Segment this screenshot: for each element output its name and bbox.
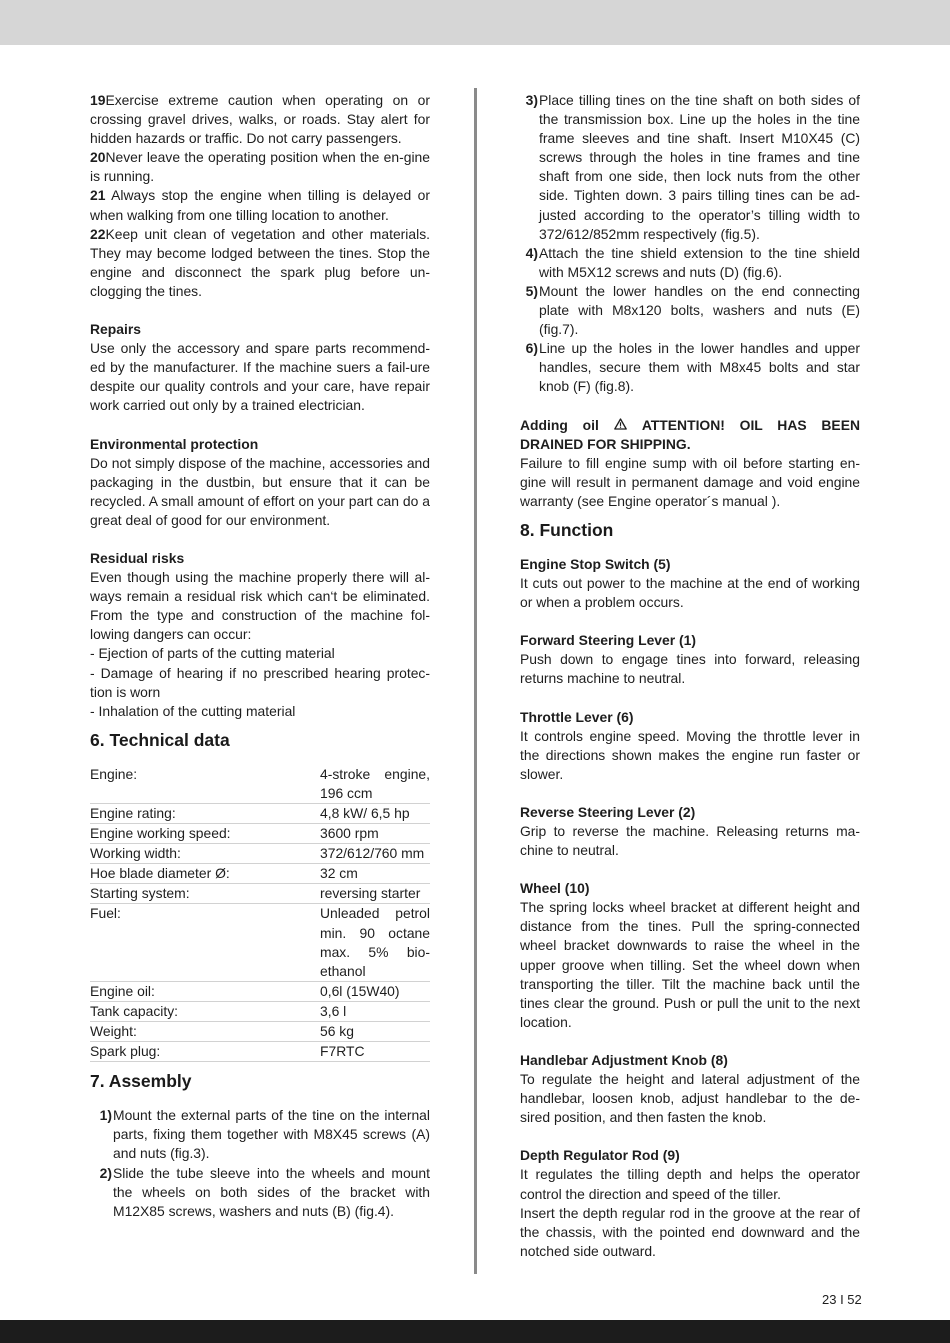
table-row: Tank capacity: 3,6 l — [90, 1001, 430, 1021]
function-item-title: Forward Steering Lever (1) — [520, 632, 696, 649]
function-item-text: Grip to reverse the machine. Releasing returns ma-chine to neutral. — [520, 823, 860, 859]
repairs-title: Repairs — [90, 321, 141, 338]
safety-item-21: 21 Always stop the engine when tilling is delayed or when walking from one tilling location to another. — [90, 187, 430, 223]
function-item-title: Throttle Lever (6) — [520, 708, 634, 725]
list-item: 6) Line up the holes in the lower handles and upper handles, secure them with M8x45 bolts and star knob (F) (fig.8). — [525, 340, 860, 395]
left-column — [90, 91, 430, 1221]
residual-title: Residual risks — [90, 549, 185, 566]
assembly-steps-right — [520, 91, 860, 397]
table-row: Weight: 56 kg — [90, 1022, 430, 1042]
function-item-text: To regulate the height and lateral adjustment of the handlebar, loosen knob, adjust handlebar to the de-sired position, and then fasten the knob. — [520, 1071, 860, 1126]
safety-item-22: 22Keep unit clean of vegetation and other materials. They may become lodged between the tines. Stop the engine and disconnect the spark plug before un-clogging the tines. — [90, 225, 430, 299]
depth-regulator-title: Depth Regulator Rod (9) — [520, 1147, 680, 1164]
residual-bullet: - Ejection of parts of the cutting material — [90, 645, 335, 662]
list-item: 2) Slide the tube sleeve into the wheels and mount the wheels on both sides of the bracket with M12X85 screws, washers and nuts (B) (fig.4). — [99, 1164, 430, 1219]
page-number: 23 I 52 — [822, 1292, 862, 1307]
function-item-title: Handlebar Adjustment Knob (8) — [520, 1051, 728, 1068]
table-row: Hoe blade diameter Ø: 32 cm — [90, 864, 430, 884]
environment-text: Do not simply dispose of the machine, accessories and packaging in the dustbin, but ensure that it can be recycled. A small amount of effort on your part can do a great deal of good for our environment. — [90, 454, 430, 528]
function-heading: 8. Function — [520, 519, 614, 540]
function-item-title: Wheel (10) — [520, 880, 590, 897]
table-row: Engine: 4-stroke engine, 196 ccm — [90, 765, 430, 804]
function-item-title: Reverse Steering Lever (2) — [520, 803, 696, 820]
table-row: Fuel: Unleaded petrol min. 90 octane max. 5% bio-ethanol — [90, 904, 430, 981]
function-item-text: It controls engine speed. Moving the throttle lever in the directions shown makes the engine run faster or slower. — [520, 727, 860, 782]
adding-oil-title: Adding oil ATTENTION! OIL HAS BEEN DRAINED FOR SHIPPING. — [520, 416, 860, 452]
table-row: Engine working speed: 3600 rpm — [90, 824, 430, 844]
function-item-text: It cuts out power to the machine at the end of working or when a problem occurs. — [520, 575, 860, 611]
table-row: Engine oil: 0,6l (15W40) — [90, 981, 430, 1001]
function-item-text: Push down to engage tines into forward, releasing returns machine to neutral. — [520, 651, 860, 687]
list-item: 4) Attach the tine shield extension to the tine shield with M5X12 screws and nuts (D) (fig.6). — [525, 244, 860, 280]
residual-text: Even though using the machine properly there will al-ways remain a residual risk which can‘t be eliminated. From the type and construction of the machine fol-lowing dangers can occur: — [90, 569, 430, 643]
residual-bullet: - Inhalation of the cutting material — [90, 702, 296, 719]
residual-bullet: - Damage of hearing if no prescribed hearing protec-tion is worn — [90, 664, 430, 700]
table-row: Spark plug: F7RTC — [90, 1042, 430, 1062]
list-item: 3) Place tilling tines on the tine shaft on both sides of the transmission box. Line up the holes in the tine frame sleeves and tine shaft. Insert M10X45 (C) screws through the holes in tine frames and tine shaft from one side, then lock nuts from the other side. Tighten down. 3 pairs tilling tines can be ad-justed according to the operator’s tilling width to 372/612/852mm respectively (fig.5). — [525, 92, 860, 242]
technical-data-heading: 6. Technical data — [90, 729, 230, 750]
right-column — [520, 91, 860, 1261]
function-item-title: Engine Stop Switch (5) — [520, 555, 671, 572]
safety-list — [90, 91, 430, 301]
adding-oil-text: Failure to fill engine sump with oil before starting en-gine will result in permanent damage and void engine warranty (see Engine operator´s manual ). — [520, 454, 860, 509]
table-row: Starting system: reversing starter — [90, 884, 430, 904]
warning-icon — [614, 416, 628, 435]
table-row: Engine rating: 4,8 kW/ 6,5 hp — [90, 804, 430, 824]
safety-item-19: 19Exercise extreme caution when operating on or crossing gravel drives, walks, or roads. Stay alert for hidden hazards or traffic. Do not carry passengers. — [90, 92, 430, 147]
environment-title: Environmental protection — [90, 435, 259, 452]
table-row: Working width: 372/612/760 mm — [90, 844, 430, 864]
repairs-text: Use only the accessory and spare parts recommend-ed by the manufacturer. If the machine suers a fail-ure despite our quality controls and your care, have repair work carried out only by a trained electrician. — [90, 340, 430, 414]
function-item-text: The spring locks wheel bracket at different height and distance from the tines. Pull the spring-connected wheel bracket downwards to raise the wheel in the upper groove when tilling. Set the wheel down when transporting the tiller. Tilt the machine back until the tines clear the ground. Push or pull the unit to the next location. — [520, 899, 860, 1030]
header-band — [0, 0, 950, 45]
assembly-heading: 7. Assembly — [90, 1071, 192, 1092]
technical-data-table — [90, 765, 430, 1062]
list-item: 1) Mount the external parts of the tine on the internal parts, fixing them together with M8X45 screws (A) and nuts (fig.3). — [99, 1107, 430, 1162]
assembly-steps-left — [90, 1106, 430, 1221]
list-item: 5) Mount the lower handles on the end connecting plate with M8x120 bolts, washers and nuts (E) (fig.7). — [525, 282, 860, 338]
safety-item-20: 20Never leave the operating position when the en-gine is running. — [90, 149, 430, 185]
depth-regulator-text: It regulates the tilling depth and helps the operator control the direction and speed of the tiller. — [520, 1166, 860, 1202]
footer-band — [0, 1320, 950, 1343]
depth-regulator-text: Insert the depth regular rod in the groove at the rear of the chassis, with the pointed end downward and the notched side outward. — [520, 1204, 860, 1259]
column-divider — [474, 88, 477, 1274]
